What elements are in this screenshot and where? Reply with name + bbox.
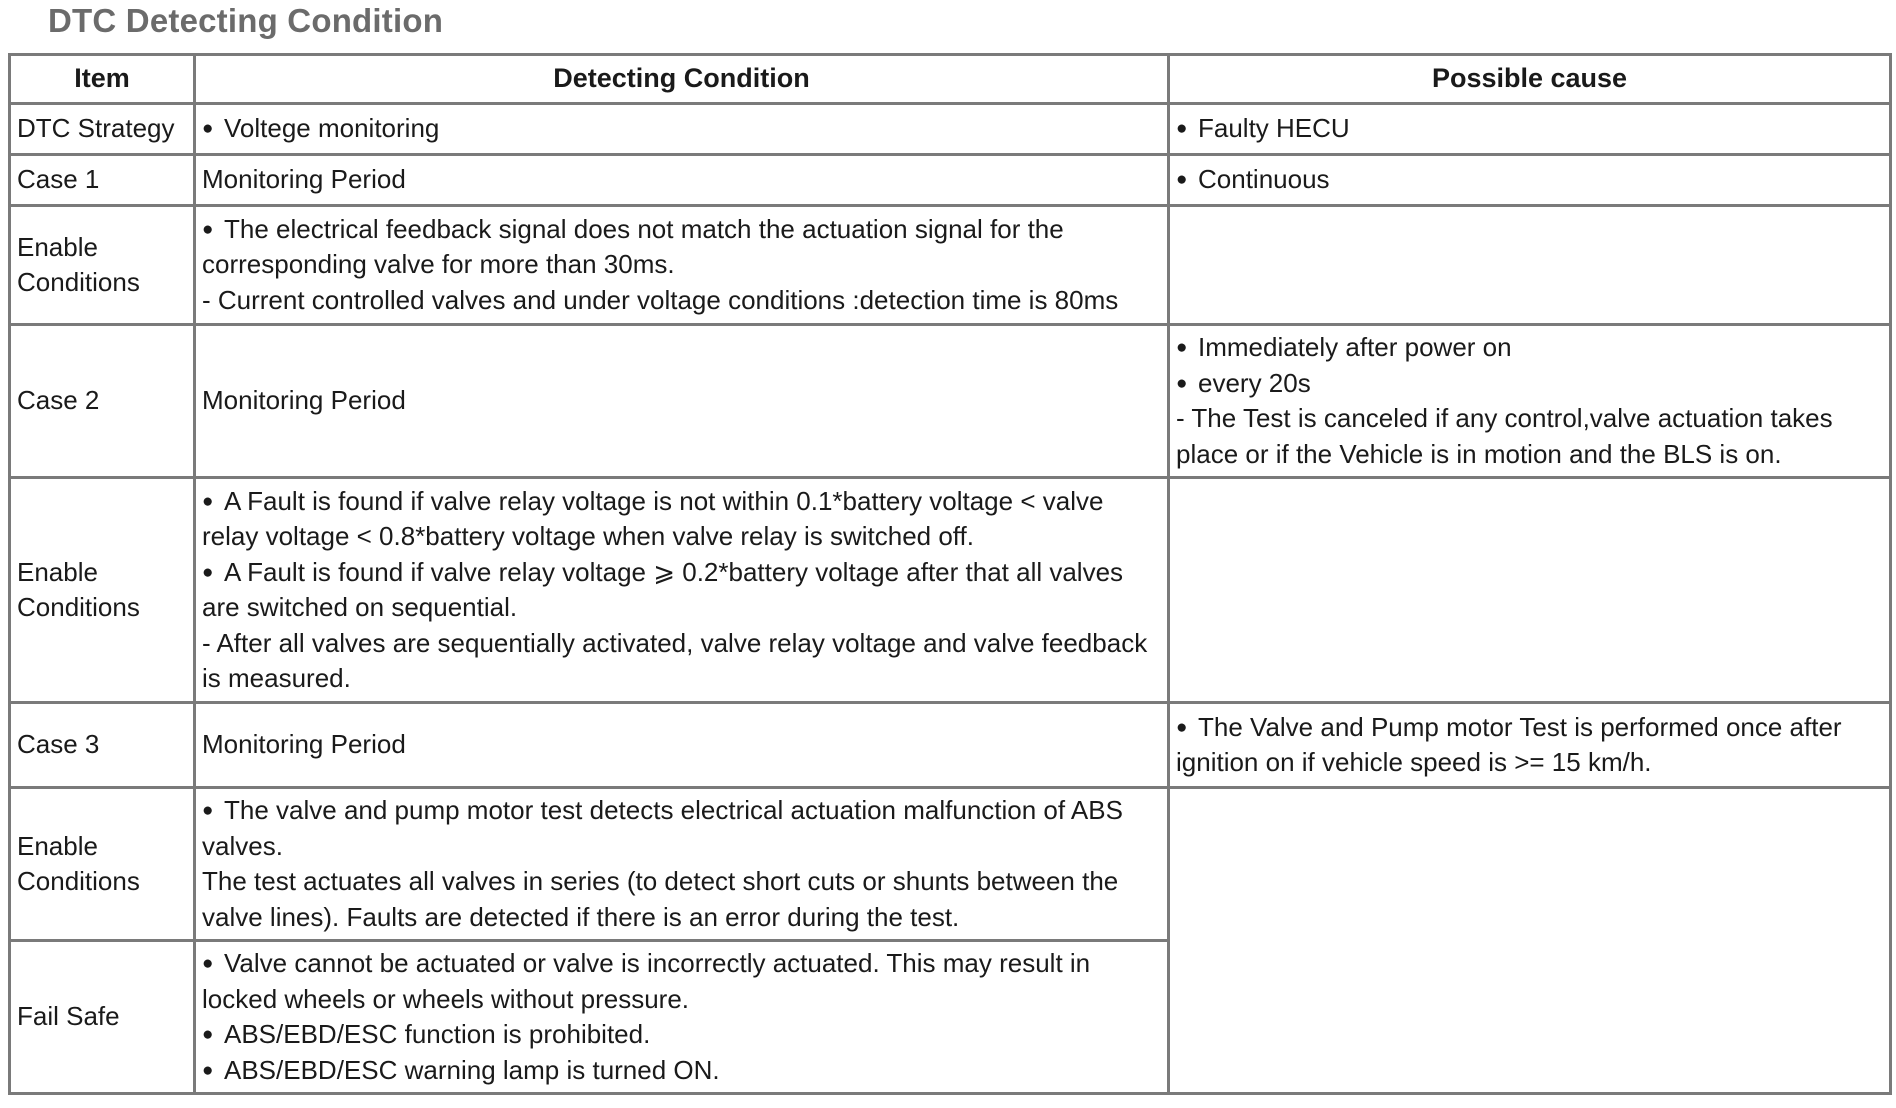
table-row (10, 788, 1891, 941)
cause-line: ● every 20s (1176, 366, 1883, 402)
condition-line: ● The valve and pump motor test detects electrical actuation malfunction of ABS valves. (202, 793, 1161, 864)
row-item-label: Enable Conditions (10, 206, 195, 325)
row-condition (195, 325, 1169, 478)
condition-line: Monitoring Period (202, 385, 406, 416)
condition-line: - Current controlled valves and under voltage conditions :detection time is 80ms (202, 284, 1119, 315)
table-row (10, 206, 1891, 325)
row-cause (1169, 104, 1891, 155)
row-condition (195, 206, 1169, 325)
condition-line: ● Voltege monitoring (202, 111, 1161, 147)
row-cause-empty (1169, 788, 1891, 1094)
cause-line: ● Continuous (1176, 162, 1883, 198)
condition-line: The test actuates all valves in series (to detect short cuts or shunts between the valve lines). Faults are detected if there is an error during the test. (202, 866, 1119, 932)
condition-line: ● A Fault is found if valve relay voltage is not within 0.1*battery voltage < valve relay voltage < 0.8*battery voltage when valve relay is switched off. (202, 484, 1161, 555)
condition-line: ● Valve cannot be actuated or valve is incorrectly actuated. This may result in locked wheels or wheels without pressure. (202, 946, 1161, 1017)
row-condition (195, 104, 1169, 155)
condition-line: - After all valves are sequentially activated, valve relay voltage and valve feedback is measured. (202, 627, 1148, 693)
condition-line: ● ABS/EBD/ESC function is prohibited. (202, 1017, 1161, 1053)
row-condition (195, 788, 1169, 941)
cause-line: ● Immediately after power on (1176, 330, 1883, 366)
condition-line: ● ABS/EBD/ESC warning lamp is turned ON. (202, 1053, 1161, 1089)
row-item-label: Enable Conditions (10, 788, 195, 941)
cause-line: - The Test is canceled if any control,valve actuation takes place or if the Vehicle is in motion and the BLS is on. (1176, 403, 1833, 469)
row-condition (195, 703, 1169, 788)
table-row (10, 478, 1891, 703)
row-cause (1169, 703, 1891, 788)
row-item-label: Case 2 (10, 325, 195, 478)
header-item: Item (10, 55, 195, 104)
row-item-label: Case 1 (10, 155, 195, 206)
row-cause (1169, 325, 1891, 478)
row-item-label: Case 3 (10, 703, 195, 788)
condition-line: ● A Fault is found if valve relay voltage ⩾ 0.2*battery voltage after that all valves are switched on sequential. (202, 555, 1161, 626)
row-cause-empty (1169, 478, 1891, 703)
row-condition (195, 478, 1169, 703)
row-cause (1169, 155, 1891, 206)
table-row (10, 325, 1891, 478)
table-row (10, 155, 1891, 206)
row-item-label: Fail Safe (10, 941, 195, 1094)
row-item-label: DTC Strategy (10, 104, 195, 155)
header-detecting-condition: Detecting Condition (195, 55, 1169, 104)
cause-line: ● Faulty HECU (1176, 111, 1883, 147)
table-header-row (10, 55, 1891, 104)
dtc-condition-table (8, 53, 1892, 1095)
table-row (10, 703, 1891, 788)
condition-line: Monitoring Period (202, 729, 406, 760)
row-item-label: Enable Conditions (10, 478, 195, 703)
row-cause-empty (1169, 206, 1891, 325)
cause-line: ● The Valve and Pump motor Test is performed once after ignition on if vehicle speed is >= 15 km/h. (1176, 710, 1883, 781)
header-possible-cause: Possible cause (1169, 55, 1891, 104)
row-condition (195, 941, 1169, 1094)
page-title: DTC Detecting Condition (48, 2, 444, 39)
condition-line: Monitoring Period (202, 164, 406, 195)
table-row (10, 104, 1891, 155)
row-condition (195, 155, 1169, 206)
condition-line: ● The electrical feedback signal does not match the actuation signal for the corresponding valve for more than 30ms. (202, 212, 1161, 283)
